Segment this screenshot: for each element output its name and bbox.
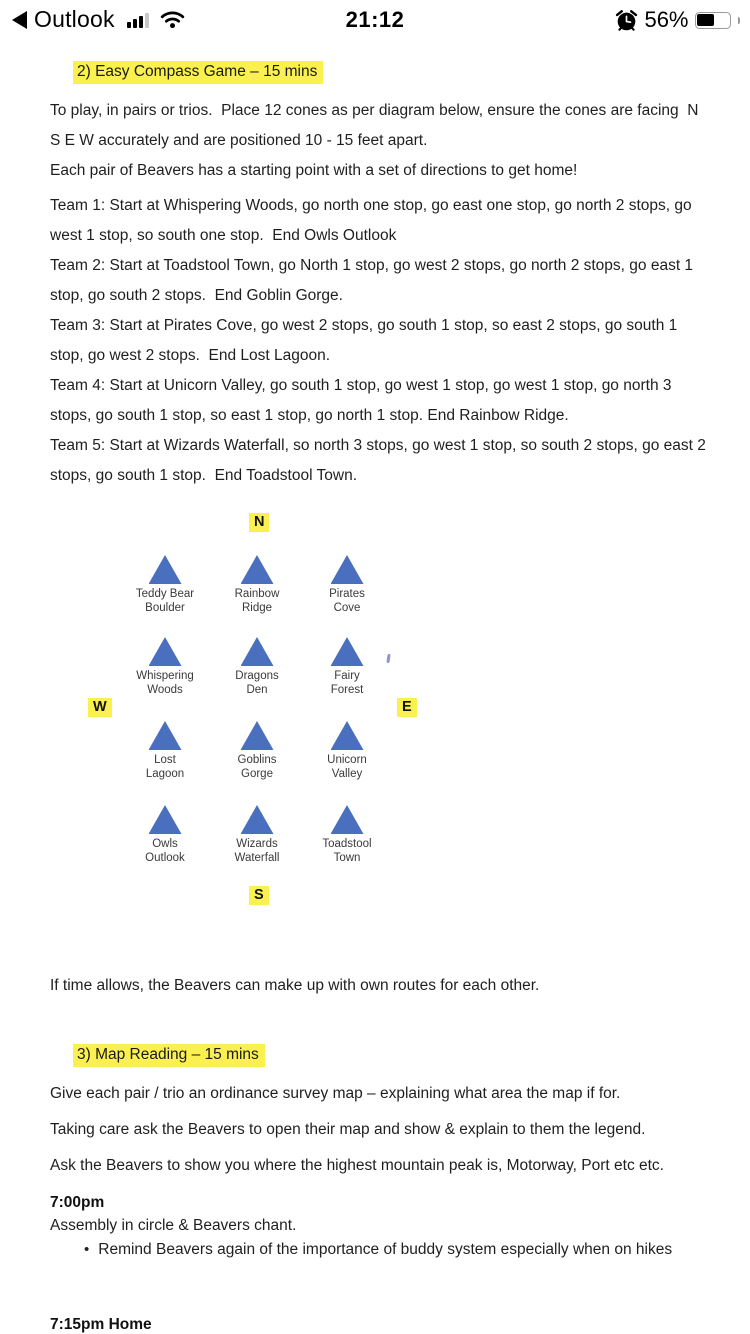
team-5-instructions: Team 5: Start at Wizards Waterfall, so north 3 stops, go west 1 stop, so south 2 stops, go east 2 stops, go south 1 stop. End Toadstool Town. [50,437,711,484]
cone-icon [241,805,274,834]
cone-label: Dragons [235,670,279,682]
status-right-cluster [615,7,740,33]
cone-icon [241,637,274,666]
cone-label: Ridge [241,602,273,614]
compass-south-label: S [249,886,269,905]
team-4-instructions: Team 4: Start at Unicorn Valley, go south 1 stop, go west 1 stop, go west 1 stop, go north 3 stops, go south 1 stop, so east 1 stop, go north 1 stop. End Rainbow Ridge. [50,377,676,424]
battery-nub [738,17,741,24]
battery-percent-label: 56% [644,7,689,32]
cone-label: Valley [331,768,363,780]
cone-icon [241,721,274,750]
status-bar [0,0,750,42]
cone-label: Den [246,684,268,696]
status-time: 21:12 [345,7,405,32]
cone-fairy-forest [299,637,395,697]
cone-icon [331,555,364,584]
cone-icon [149,637,182,666]
cone-whispering-woods [117,637,213,697]
section-heading-compass-game: 2) Easy Compass Game – 15 mins [73,61,323,84]
cone-label: Forest [330,684,364,696]
bullet-icon: • [84,1241,90,1258]
cone-icon [149,805,182,834]
time-715pm-home-label: 7:15pm Home [50,1316,152,1333]
cone-label: Toadstool [322,838,372,850]
cone-owls-outlook [117,805,213,865]
cone-label: Pirates [329,588,365,600]
team-2-instructions: Team 2: Start at Toadstool Town, go North 1 stop, go west 2 stops, go north 2 stops, go east 1 stop, go south 2 stops. End Goblin Gorge. [50,257,698,304]
cone-label: Town [333,852,361,864]
cone-dragons-den [209,637,305,697]
paragraph-setup: To play, in pairs or trios. Place 12 cones as per diagram below, ensure the cones are facing N S E W accurately and are positioned 10 - 15 feet apart. [50,102,703,149]
paragraph-ask-beavers: Ask the Beavers to show you where the highest mountain peak is, Motorway, Port etc etc. [50,1157,664,1174]
cone-label: Waterfall [234,852,280,864]
cone-label: Teddy Bear [135,588,195,600]
cone-icon [331,805,364,834]
battery-icon [695,12,731,29]
cone-icon [241,555,274,584]
cone-label: Unicorn [327,754,367,766]
time-7pm-label: 7:00pm [50,1194,105,1211]
cone-label: Owls [152,838,178,850]
cone-lost-lagoon [117,721,213,781]
cone-label: Whispering [136,670,194,682]
cone-icon [331,721,364,750]
team-3-instructions: Team 3: Start at Pirates Cove, go west 2 stops, go south 1 stop, so east 2 stops, go south 1 stop, go west 2 stops. End Lost Lagoon. [50,317,682,364]
bullet-item-buddy-system [84,1237,704,1263]
cone-label: Goblins [237,754,277,766]
cone-label: Woods [147,684,183,696]
cone-label: Outlook [145,852,185,864]
alarm-clock-icon [615,9,638,32]
paragraph-starting-point: Each pair of Beavers has a starting point with a set of directions to get home! [50,162,578,179]
paragraph-give-map: Give each pair / trio an ordinance survey map – explaining what area the map if for. [50,1085,621,1102]
cone-teddy-bear-boulder [117,555,213,615]
paragraph-if-time-allows: If time allows, the Beavers can make up with own routes for each other. [50,977,540,994]
section-heading-map-reading: 3) Map Reading – 15 mins [73,1044,265,1067]
cone-label: Cove [333,602,361,614]
cone-label: Wizards [236,838,278,850]
cone-label: Rainbow [234,588,280,600]
cone-unicorn-valley [299,721,395,781]
compass-north-label: N [249,513,269,532]
cone-pirates-cove [299,555,395,615]
cone-icon [331,637,364,666]
paragraph-taking-care: Taking care ask the Beavers to open their map and show & explain to them the legend. [50,1121,646,1138]
bullet-text: Remind Beavers again of the importance of buddy system especially when on hikes [98,1241,673,1258]
paragraph-assembly: Assembly in circle & Beavers chant. [50,1217,297,1234]
cone-goblins-gorge [209,721,305,781]
cone-toadstool-town [299,805,395,865]
cone-wizards-waterfall [209,805,305,865]
compass-west-label: W [88,698,112,717]
cone-icon [149,555,182,584]
cone-label: Gorge [241,768,273,780]
cone-label: Fairy [334,670,360,682]
cone-rainbow-ridge [209,555,305,615]
team-1-instructions: Team 1: Start at Whispering Woods, go north one stop, go east one stop, go north 2 stops, go west 1 stop, so south one stop. End Owls Outlook [50,197,696,244]
cone-label: Boulder [145,602,185,614]
cone-label: Lagoon [145,768,185,780]
back-app-label: Outlook [34,6,115,32]
compass-east-label: E [397,698,417,717]
cone-icon [149,721,182,750]
cone-label: Lost [154,754,176,766]
